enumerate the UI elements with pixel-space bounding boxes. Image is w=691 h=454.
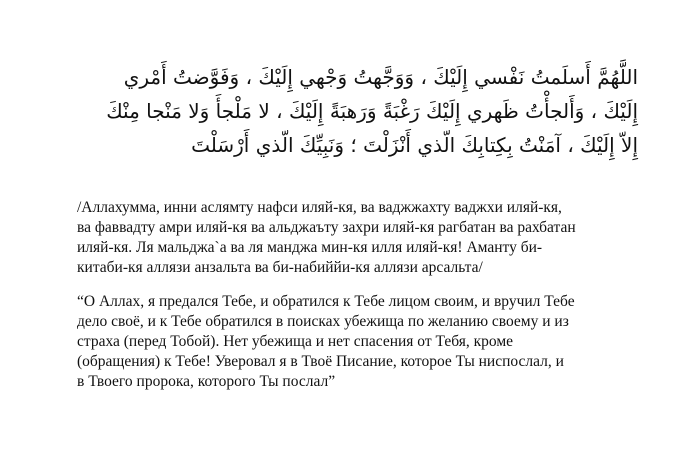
arabic-line-2: إِلَيْكَ ، وَأَلجأْتُ ظَهري إِلَيْكَ رَغْبَةً وَرَهبَةً إِلَيْكَ ، لا مَلْجأَ وَلا مَنْجا مِنْكَ: [106, 99, 638, 123]
transliteration-line-3: иляй-кя. Ля мальджа`а ва ля манджа мин-кя илля иляй-кя! Аманту би-: [77, 239, 543, 256]
translation-line-1: “О Аллах, я предался Тебе, и обратился к Тебе лицом своим, и вручил Тебе: [77, 293, 575, 310]
translation-line-2: дело своё, и к Тебе обратился в поисках убежища по желанию своему и из: [77, 313, 569, 330]
arabic-line-1: اللَّهُمَّ أَسلَمتُ نَفْسي إِلَيْكَ ، وَوَجَّهتُ وَجْهي إِلَيْكَ ، وَفَوَّضتُ أَمْري: [123, 65, 638, 89]
transliteration-paragraph: [77, 198, 637, 278]
translation-paragraph: [77, 292, 637, 392]
translation-line-3: страха (перед Тобой). Нет убежища и нет спасения от Тебя, кроме: [77, 333, 514, 350]
arabic-line-3: إِلاّ إِلَيْكَ ، آمَنْتُ بِكِتابِكَ الّذي أَنْزَلْتَ ؛ وَنَبِيِّكَ الّذي أَرْسَلْتَ: [191, 133, 638, 157]
transliteration-line-4: китаби-кя аллязи анзальта ва би-набиййи-кя аллязи арсальта/: [77, 259, 483, 276]
arabic-dua-text: [78, 60, 638, 162]
translation-line-5: в Твоего пророка, которого Ты послал”: [77, 373, 336, 390]
transliteration-line-1: /Аллахумма, инни аслямту нафси иляй-кя, ва ваджжахту ваджхи иляй-кя,: [77, 199, 562, 216]
transliteration-line-2: ва фаввадту амри иляй-кя ва альджаъту захри иляй-кя рагбатан ва рахбатан: [77, 219, 576, 236]
translation-line-4: (обращения) к Тебе! Уверовал я в Твоё Писание, которое Ты ниспослал, и: [77, 353, 564, 370]
